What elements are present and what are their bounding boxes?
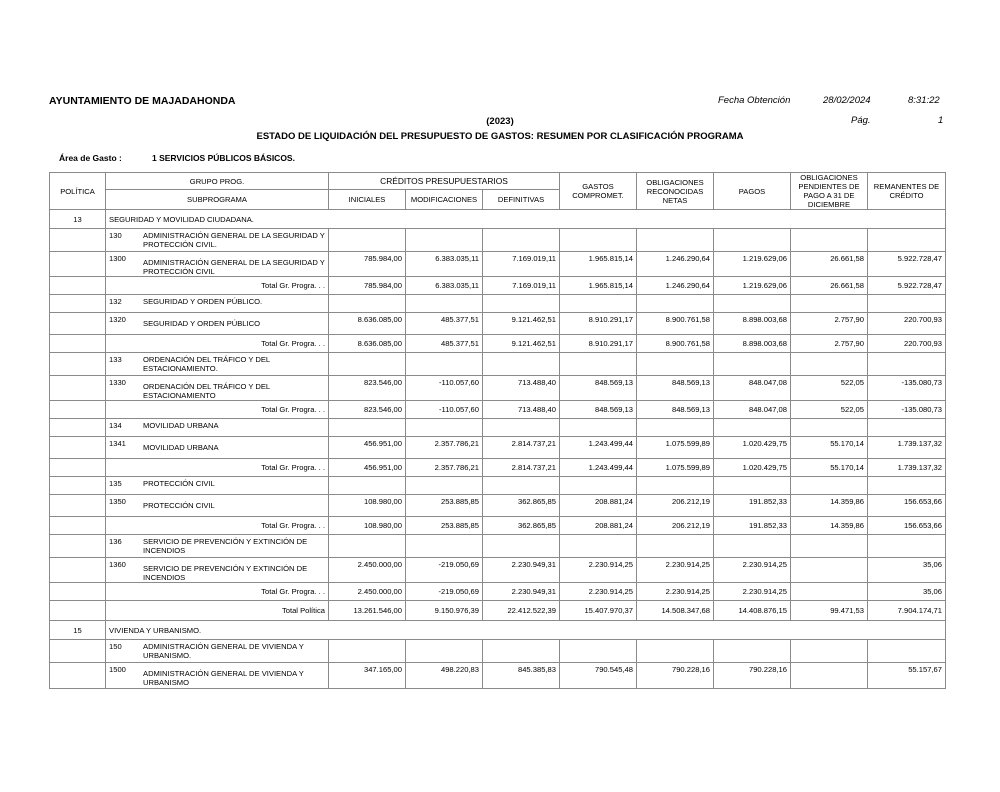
value-gastos: 790.545,48: [560, 663, 637, 689]
subprograma-code: 1320: [109, 315, 126, 324]
grupo-desc: ADMINISTRACIÓN GENERAL DE VIVIENDA Y URBANISMO.: [143, 642, 304, 660]
subprograma-desc: ADMINISTRACIÓN GENERAL DE VIVIENDA Y URBANISMO: [143, 669, 304, 687]
grupo-row: [50, 295, 946, 313]
value-definitivas: 2.814.737,21: [483, 437, 560, 459]
value-gastos: 208.881,24: [560, 517, 637, 535]
subprograma-row: [50, 376, 946, 401]
value-remanentes: 35,06: [868, 558, 946, 583]
page-label: Pág.: [851, 115, 871, 126]
value-pagos: 1.020.429,75: [714, 459, 791, 477]
value-obligaciones: 8.900.761,58: [637, 313, 714, 335]
value-obligaciones: 206.212,19: [637, 517, 714, 535]
subprograma-desc: ORDENACIÓN DEL TRÁFICO Y DEL ESTACIONAMIENTO: [143, 382, 270, 400]
grupo-row: [50, 640, 946, 663]
value-obligaciones: 2.230.914,25: [637, 583, 714, 601]
grupo-code: 135: [109, 479, 122, 488]
value-pendientes: 55.170,14: [791, 459, 868, 477]
value-obligaciones: 206.212,19: [637, 495, 714, 517]
value-obligaciones: 848.569,13: [637, 401, 714, 419]
grupo-row: [50, 229, 946, 252]
value-obligaciones: 1.075.599,89: [637, 459, 714, 477]
value-gastos: 2.230.914,25: [560, 583, 637, 601]
total-grupo-row: [50, 583, 946, 601]
col-iniciales: INICIALES: [329, 190, 406, 210]
value-definitivas: 2.230.949,31: [483, 583, 560, 601]
value-remanentes: 220.700,93: [868, 313, 946, 335]
value-definitivas: 9.121.462,51: [483, 335, 560, 353]
value-iniciales: 2.450.000,00: [329, 583, 406, 601]
value-obligaciones: 1.246.290,64: [637, 252, 714, 277]
grupo-row: [50, 353, 946, 376]
organization-name: AYUNTAMIENTO DE MAJADAHONDA: [49, 95, 236, 107]
value-pendientes: 2.757,90: [791, 313, 868, 335]
value-iniciales: 823.546,00: [329, 376, 406, 401]
value-definitivas: 2.230.949,31: [483, 558, 560, 583]
value-definitivas: 362.865,85: [483, 495, 560, 517]
col-subprograma: SUBPROGRAMA: [106, 190, 329, 210]
grupo-code: 136: [109, 537, 122, 546]
grupo-code: 132: [109, 297, 122, 306]
value-pagos: 191.852,33: [714, 517, 791, 535]
area-value: 1 SERVICIOS PÚBLICOS BÁSICOS.: [152, 153, 295, 163]
total-label: Total Gr. Progra. . .: [106, 401, 329, 419]
grupo-row: [50, 477, 946, 495]
value-pendientes: [791, 583, 868, 601]
col-modificaciones: MODIFICACIONES: [406, 190, 483, 210]
value-gastos: 2.230.914,25: [560, 558, 637, 583]
value-modificaciones: 485.377,51: [406, 313, 483, 335]
subprograma-desc: PROTECCIÓN CIVIL: [143, 501, 215, 510]
col-definitivas: DEFINITIVAS: [483, 190, 560, 210]
total-grupo-row: [50, 401, 946, 419]
value-modificaciones: 6.383.035,11: [406, 277, 483, 295]
value-remanentes: 35,06: [868, 583, 946, 601]
grupo-row: [50, 419, 946, 437]
value-gastos: 8.910.291,17: [560, 335, 637, 353]
value-modificaciones: 253.885,85: [406, 495, 483, 517]
subprograma-code: 1500: [109, 665, 126, 674]
col-gastos: GASTOS COMPROMET.: [560, 173, 637, 210]
subprograma-desc: SEGURIDAD Y ORDEN PÚBLICO: [143, 319, 261, 328]
grupo-desc: PROTECCIÓN CIVIL: [143, 479, 215, 488]
value-remanentes: -135.080,73: [868, 401, 946, 419]
value-modificaciones: 9.150.976,39: [406, 601, 483, 621]
total-label: Total Gr. Progra. . .: [106, 335, 329, 353]
value-pagos: 790.228,16: [714, 663, 791, 689]
value-gastos: 1.243.499,44: [560, 437, 637, 459]
subprograma-row: [50, 495, 946, 517]
value-modificaciones: 498.220,83: [406, 663, 483, 689]
value-pagos: 14.408.876,15: [714, 601, 791, 621]
value-gastos: 848.569,13: [560, 376, 637, 401]
value-remanentes: 220.700,93: [868, 335, 946, 353]
subprograma-row: [50, 558, 946, 583]
value-definitivas: 7.169.019,11: [483, 252, 560, 277]
area-label: Área de Gasto :: [59, 153, 122, 163]
value-modificaciones: -110.057,60: [406, 401, 483, 419]
value-gastos: 15.407.970,37: [560, 601, 637, 621]
politica-code: 13: [50, 210, 106, 229]
value-definitivas: 2.814.737,21: [483, 459, 560, 477]
hora-value: 8:31:22: [908, 95, 940, 106]
subprograma-row: [50, 313, 946, 335]
value-pagos: 8.898.003,68: [714, 335, 791, 353]
value-pagos: 8.898.003,68: [714, 313, 791, 335]
value-pagos: 1.020.429,75: [714, 437, 791, 459]
total-label: Total Gr. Progra. . .: [106, 277, 329, 295]
value-pendientes: 14.359,86: [791, 517, 868, 535]
value-gastos: 1.965.815,14: [560, 277, 637, 295]
col-grupo: GRUPO PROG.: [106, 173, 329, 190]
col-pagos: PAGOS: [714, 173, 791, 210]
value-modificaciones: 2.357.786,21: [406, 459, 483, 477]
grupo-code: 134: [109, 421, 122, 430]
grupo-desc: SEGURIDAD Y ORDEN PÚBLICO.: [143, 297, 263, 306]
value-gastos: 1.243.499,44: [560, 459, 637, 477]
value-gastos: 8.910.291,17: [560, 313, 637, 335]
value-iniciales: 456.951,00: [329, 437, 406, 459]
value-iniciales: 8.636.085,00: [329, 313, 406, 335]
value-iniciales: 456.951,00: [329, 459, 406, 477]
subprograma-row: [50, 437, 946, 459]
subprograma-code: 1330: [109, 378, 126, 387]
col-remanentes: REMANENTES DE CRÉDITO: [868, 173, 946, 210]
value-definitivas: 362.865,85: [483, 517, 560, 535]
value-iniciales: 108.980,00: [329, 517, 406, 535]
total-grupo-row: [50, 277, 946, 295]
col-politica: POLÍTICA: [50, 173, 106, 210]
grupo-desc: ADMINISTRACIÓN GENERAL DE LA SEGURIDAD Y PROTECCIÓN CIVIL.: [143, 231, 325, 249]
value-modificaciones: 253.885,85: [406, 517, 483, 535]
value-remanentes: 1.739.137,32: [868, 459, 946, 477]
value-pagos: 848.047,08: [714, 376, 791, 401]
value-pagos: 848.047,08: [714, 401, 791, 419]
value-gastos: 1.965.815,14: [560, 252, 637, 277]
value-iniciales: 13.261.546,00: [329, 601, 406, 621]
value-modificaciones: -219.050,69: [406, 583, 483, 601]
value-iniciales: 785.984,00: [329, 277, 406, 295]
value-remanentes: 156.653,66: [868, 495, 946, 517]
value-iniciales: 785.984,00: [329, 252, 406, 277]
value-modificaciones: 485.377,51: [406, 335, 483, 353]
subprograma-desc: MOVILIDAD URBANA: [143, 443, 219, 452]
politica-row: [50, 621, 946, 640]
value-definitivas: 22.412.522,39: [483, 601, 560, 621]
value-obligaciones: 14.508.347,68: [637, 601, 714, 621]
subprograma-code: 1300: [109, 254, 126, 263]
value-obligaciones: 848.569,13: [637, 376, 714, 401]
fecha-label: Fecha Obtención: [718, 95, 791, 106]
value-pendientes: 2.757,90: [791, 335, 868, 353]
value-gastos: 848.569,13: [560, 401, 637, 419]
value-iniciales: 108.980,00: [329, 495, 406, 517]
value-obligaciones: 790.228,16: [637, 663, 714, 689]
value-gastos: 208.881,24: [560, 495, 637, 517]
value-pendientes: [791, 663, 868, 689]
value-pendientes: 522,05: [791, 401, 868, 419]
value-pagos: 191.852,33: [714, 495, 791, 517]
report-year: (2023): [486, 116, 514, 127]
report-title: ESTADO DE LIQUIDACIÓN DEL PRESUPUESTO DE GASTOS: RESUMEN POR CLASIFICACIÓN PROGRAMA: [256, 131, 744, 142]
total-politica-label: Total Política: [106, 601, 329, 621]
total-label: Total Gr. Progra. . .: [106, 517, 329, 535]
col-creditos: CRÉDITOS PRESUPUESTARIOS: [329, 173, 560, 190]
value-definitivas: 845.385,83: [483, 663, 560, 689]
subprograma-desc: SERVICIO DE PREVENCIÓN Y EXTINCIÓN DE INCENDIOS: [143, 564, 308, 582]
col-obligaciones: OBLIGACIONES RECONOCIDAS NETAS: [637, 173, 714, 210]
value-pendientes: 14.359,86: [791, 495, 868, 517]
value-remanentes: -135.080,73: [868, 376, 946, 401]
value-pendientes: 55.170,14: [791, 437, 868, 459]
value-remanentes: 1.739.137,32: [868, 437, 946, 459]
value-modificaciones: -219.050,69: [406, 558, 483, 583]
value-obligaciones: 2.230.914,25: [637, 558, 714, 583]
value-obligaciones: 1.246.290,64: [637, 277, 714, 295]
value-remanentes: 5.922.728,47: [868, 277, 946, 295]
budget-table: [49, 172, 946, 689]
subprograma-code: 1360: [109, 560, 126, 569]
value-iniciales: 823.546,00: [329, 401, 406, 419]
value-pendientes: 26.661,58: [791, 277, 868, 295]
value-remanentes: 7.904.174,71: [868, 601, 946, 621]
value-remanentes: 156.653,66: [868, 517, 946, 535]
value-pagos: 2.230.914,25: [714, 558, 791, 583]
value-iniciales: 2.450.000,00: [329, 558, 406, 583]
value-modificaciones: 6.383.035,11: [406, 252, 483, 277]
value-definitivas: 9.121.462,51: [483, 313, 560, 335]
total-label: Total Gr. Progra. . .: [106, 459, 329, 477]
value-pendientes: [791, 558, 868, 583]
subprograma-desc: ADMINISTRACIÓN GENERAL DE LA SEGURIDAD Y PROTECCIÓN CIVIL: [143, 258, 325, 276]
value-obligaciones: 1.075.599,89: [637, 437, 714, 459]
grupo-code: 133: [109, 355, 122, 364]
subprograma-code: 1350: [109, 497, 126, 506]
grupo-desc: MOVILIDAD URBANA: [143, 421, 219, 430]
value-pagos: 1.219.629,06: [714, 277, 791, 295]
grupo-desc: ORDENACIÓN DEL TRÁFICO Y DEL ESTACIONAMIENTO.: [143, 355, 270, 373]
total-grupo-row: [50, 517, 946, 535]
value-definitivas: 713.488,40: [483, 376, 560, 401]
value-obligaciones: 8.900.761,58: [637, 335, 714, 353]
value-remanentes: 55.157,67: [868, 663, 946, 689]
politica-code: 15: [50, 621, 106, 640]
value-remanentes: 5.922.728,47: [868, 252, 946, 277]
value-definitivas: 7.169.019,11: [483, 277, 560, 295]
value-iniciales: 8.636.085,00: [329, 335, 406, 353]
value-iniciales: 347.165,00: [329, 663, 406, 689]
value-pendientes: 99.471,53: [791, 601, 868, 621]
grupo-desc: SERVICIO DE PREVENCIÓN Y EXTINCIÓN DE INCENDIOS: [143, 537, 308, 555]
value-pagos: 2.230.914,25: [714, 583, 791, 601]
value-pendientes: 26.661,58: [791, 252, 868, 277]
politica-row: [50, 210, 946, 229]
total-label: Total Gr. Progra. . .: [106, 583, 329, 601]
subprograma-row: [50, 252, 946, 277]
total-politica-row: [50, 601, 946, 621]
total-grupo-row: [50, 459, 946, 477]
grupo-code: 150: [109, 642, 122, 651]
grupo-row: [50, 535, 946, 558]
total-grupo-row: [50, 335, 946, 353]
value-pagos: 1.219.629,06: [714, 252, 791, 277]
value-pendientes: 522,05: [791, 376, 868, 401]
subprograma-code: 1341: [109, 439, 126, 448]
subprograma-row: [50, 663, 946, 689]
fecha-value: 28/02/2024: [823, 95, 871, 106]
grupo-code: 130: [109, 231, 122, 240]
value-modificaciones: 2.357.786,21: [406, 437, 483, 459]
page-number: 1: [938, 115, 944, 126]
politica-desc: SEGURIDAD Y MOVILIDAD CIUDADANA.: [106, 210, 946, 229]
value-modificaciones: -110.057,60: [406, 376, 483, 401]
col-pendientes: OBLIGACIONES PENDIENTES DE PAGO A 31 DE DICIEMBRE: [791, 173, 868, 210]
value-definitivas: 713.488,40: [483, 401, 560, 419]
politica-desc: VIVIENDA Y URBANISMO.: [106, 621, 946, 640]
